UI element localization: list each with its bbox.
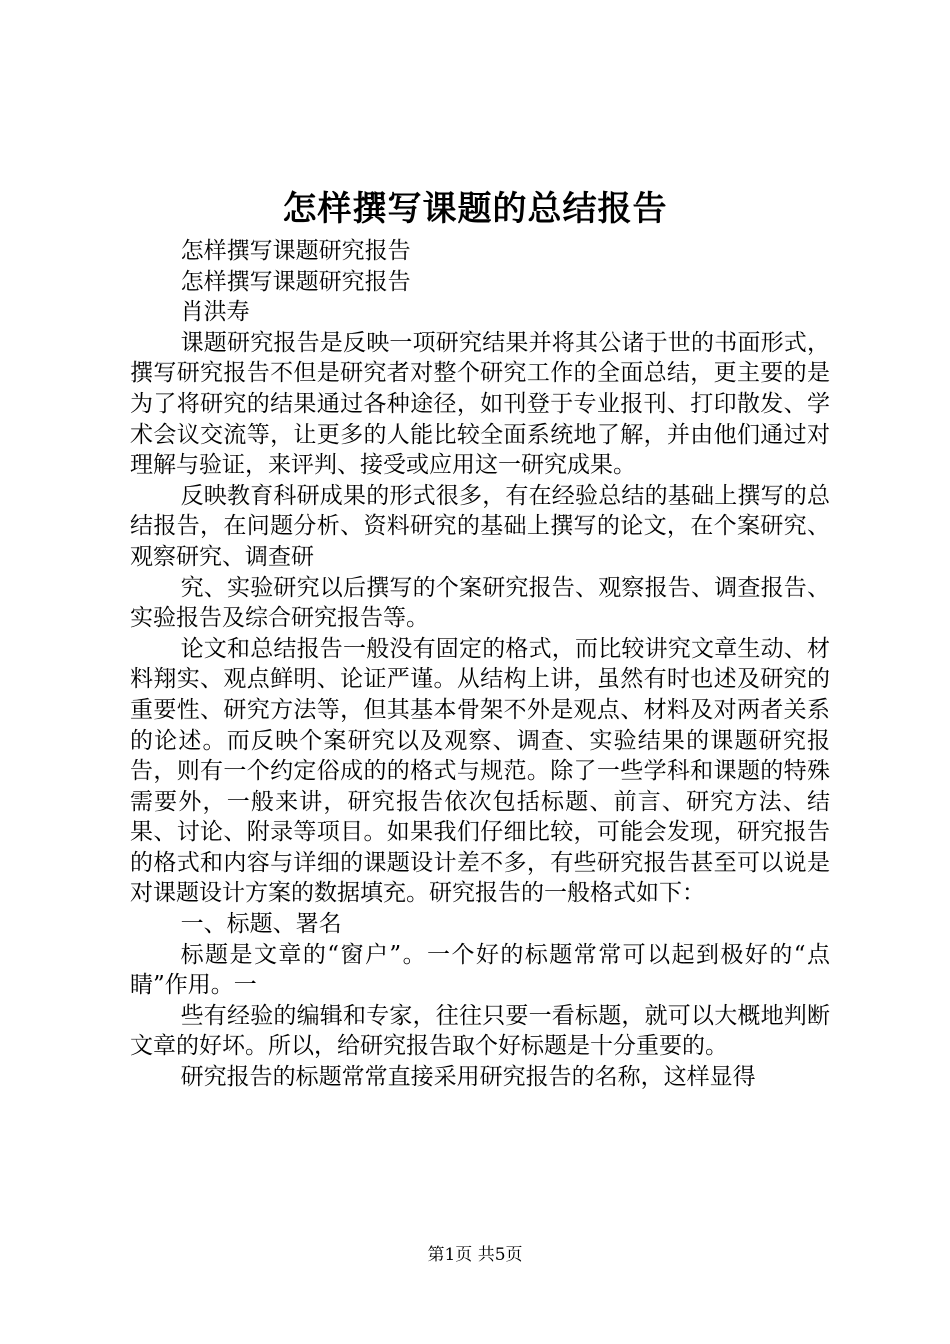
body-paragraph: 论文和总结报告一般没有固定的格式，而比较讲究文章生动、材料翔实、观点鲜明、论证严谨。从结构上讲，虽然有时也述及研究的重要性、研究方法等，但其基本骨架不外是观点、材料及对两者关系的论述。而反映个案研究以及观察、调查、实验结果的课题研究报告，则有一个约定俗成的的格式与规范。除了一些学科和课题的特殊需要外，一般来讲，研究报告依次包括标题、前言、研究方法、结果、讨论、附录等项目。如果我们仔细比较，可能会发现，研究报告的格式和内容与详细的课题设计差不多，有些研究报告甚至可以说是对课题设计方案的数据填充。研究报告的一般格式如下： xyxy=(130,635,830,907)
author-name: 肖洪寿 xyxy=(180,299,250,326)
body-paragraph: 课题研究报告是反映一项研究结果并将其公诸于世的书面形式，撰写研究报告不但是研究者对整个研究工作的全面总结，更主要的是为了将研究的结果通过各种途径，如刊登于专业报刊、打印散发、学术会议交流等，让更多的人能比较全面系统地了解，并由他们通过对理解与验证，来评判、接受或应用这一研究成果。 xyxy=(130,329,830,479)
body-paragraph: 些有经验的编辑和专家，往往只要一看标题，就可以大概地判断文章的好坏。所以，给研究报告取个好标题是十分重要的。 xyxy=(130,1002,830,1060)
page-number-footer: 第1页 共5页 xyxy=(427,1245,523,1265)
body-paragraph: 标题是文章的“窗户”。一个好的标题常常可以起到极好的“点睛”作用。一 xyxy=(130,941,830,999)
body-paragraph: 怎样撰写课题研究报告 xyxy=(180,268,411,295)
body-paragraph: 究、实验研究以后撰写的个案研究报告、观察报告、调查报告、实验报告及综合研究报告等。 xyxy=(130,574,830,632)
body-paragraph: 研究报告的标题常常直接采用研究报告的名称，这样显得 xyxy=(180,1064,756,1091)
body-paragraph: 反映教育科研成果的形式很多，有在经验总结的基础上撰写的总结报告，在问题分析、资料研究的基础上撰写的论文，在个案研究、观察研究、调查研 xyxy=(130,482,830,570)
document-title: 怎样撰写课题的总结报告 xyxy=(282,189,668,229)
document-body xyxy=(130,236,830,1093)
section-heading: 一、标题、署名 xyxy=(180,911,342,938)
body-paragraph: 怎样撰写课题研究报告 xyxy=(180,238,411,264)
